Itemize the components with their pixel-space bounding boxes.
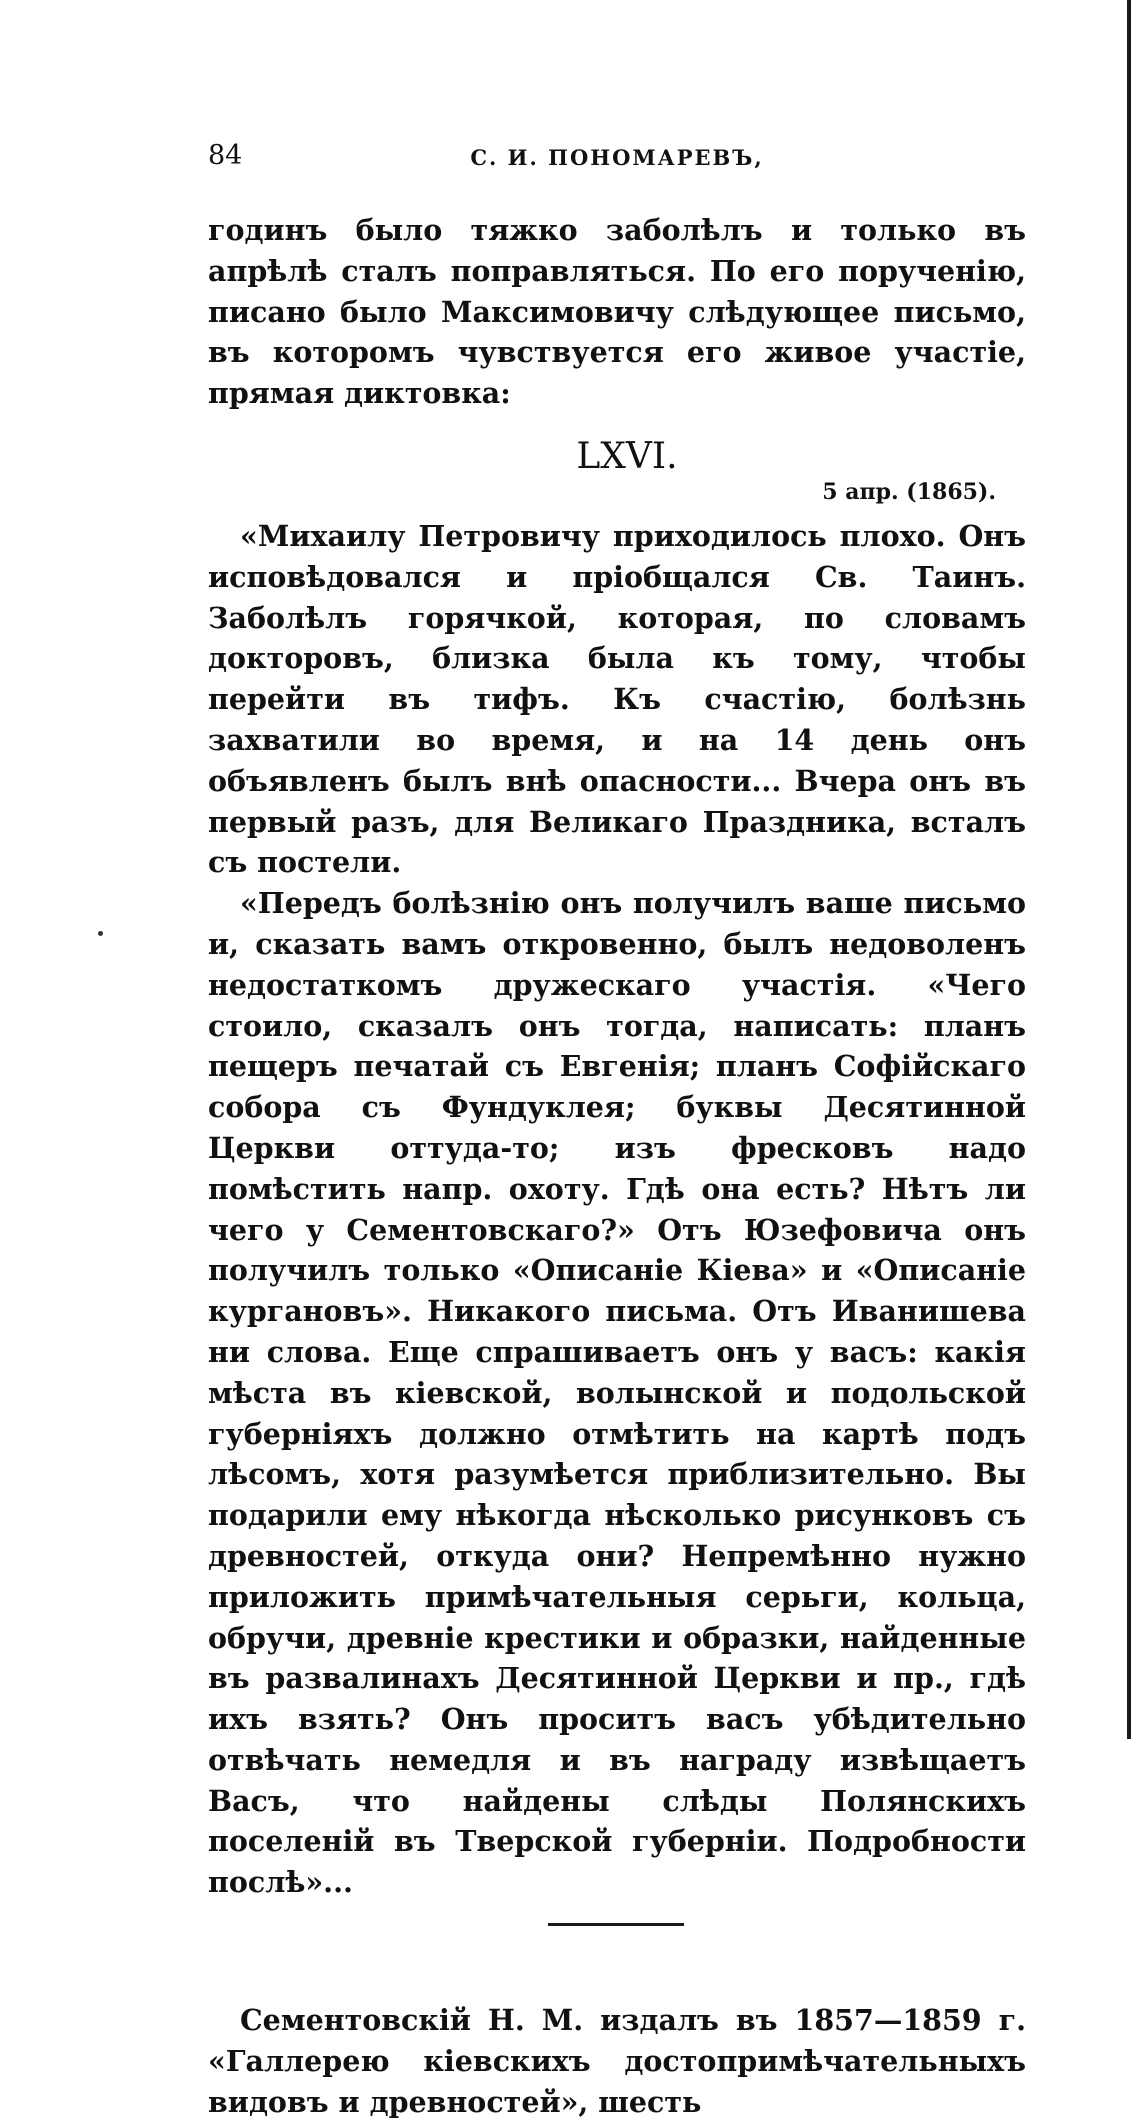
letter-paragraph: «Михаилу Петровичу приходилось плохо. Онъ исповѣдовался и пріобщался Св. Таинъ. Заболѣлъ горячкой, которая, по словамъ докторовъ, близка была къ тому, чтобы перейти въ тифъ. Къ счастію, болѣзнь захватили во время, и на 14 день онъ объявленъ былъ внѣ опасности... Вчера онъ въ первый разъ, для Великаго Праздника, всталъ съ постели. <box>208 518 1026 880</box>
book-page <box>208 138 1026 2122</box>
footnote: Сементовскій Н. М. издалъ въ 1857—1859 г. «Галлерею кіевскихъ достопримѣчательныхъ видовъ и древностей», шесть <box>208 2003 1026 2119</box>
letter-number: LXVI. <box>576 435 678 477</box>
ink-speck <box>98 931 103 936</box>
page-edge-border <box>1127 0 1131 1739</box>
page-header <box>208 138 1026 174</box>
section-divider <box>548 1923 684 1926</box>
running-head: С. И. ПОНОМАРЕВЪ, <box>470 145 764 170</box>
page-number: 84 <box>208 140 243 171</box>
intro-paragraph: годинъ было тяжко заболѣлъ и только въ апрѣлѣ сталъ поправляться. По его порученію, писано было Максимовичу слѣдующее письмо, въ которомъ чувствуется его живое участіе, прямая диктовка: <box>208 213 1026 411</box>
letter-paragraph: «Передъ болѣзнію онъ получилъ ваше письмо и, сказать вамъ откровенно, былъ недоволенъ недостаткомъ дружескаго участія. «Чего стоило, сказалъ онъ тогда, написать: планъ пещеръ печатай съ Евгенія; планъ Софійскаго собора съ Фундуклея; буквы Десятинной Церкви оттуда-то; изъ фресковъ надо помѣстить напр. охоту. Гдѣ она есть? Нѣтъ ли чего у Сементовскаго?» Отъ Юзефовича онъ получилъ только «Описаніе Кіева» и «Описаніе кургановъ». Никакого письма. Отъ Иванишева ни слова. Еще спрашиваетъ онъ у васъ: какія мѣста въ кіевской, волынской и подольской губерніяхъ должно отмѣтить на картѣ подъ лѣсомъ, хотя разумѣется приблизительно. Вы подарили ему нѣкогда нѣсколько рисунковъ съ древностей, откуда они? Непремѣнно нужно приложить примѣчательныя серьги, кольца, обручи, древніе крестики и образки, найденные въ развалинахъ Десятинной Церкви и пр., гдѣ ихъ взять? Онъ проситъ васъ убѣдительно отвѣчать немедля и въ награду извѣщаетъ Васъ, что найдены слѣды Полянскихъ поселеній въ Тверской губерніи. Подробности послѣ»... <box>208 886 1026 1900</box>
letter-date: 5 апр. (1865). <box>822 478 996 505</box>
